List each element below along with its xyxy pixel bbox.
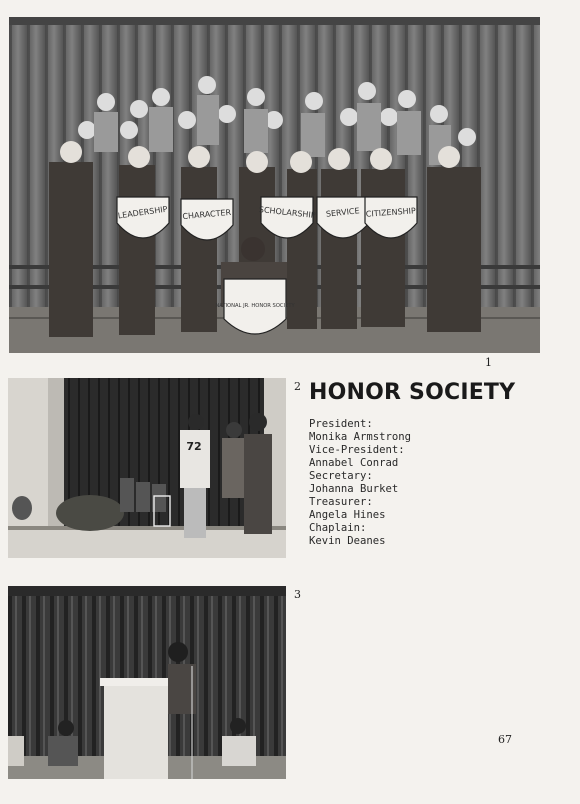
jersey-text: 72 (186, 440, 202, 453)
sign-text: CHARACTER (182, 207, 232, 222)
officer-name: Johanna Burket (309, 483, 399, 495)
photo-number: 2 (294, 380, 301, 393)
ceremony-photo (8, 378, 286, 558)
sign-text: SCHOLARSHIP (258, 205, 317, 220)
page-number: 67 (498, 733, 512, 746)
officer-name: Annabel Conrad (309, 457, 399, 469)
sign-text: SERVICE (325, 206, 360, 219)
speaker-photo (8, 586, 286, 779)
photo-number: 3 (294, 588, 301, 601)
page-title: HONOR SOCIETY (309, 380, 516, 405)
sign-text: CITIZENSHIP (365, 206, 417, 219)
officer-role: Chaplain: (309, 522, 367, 534)
photo-number: 1 (485, 356, 492, 369)
officer-list (309, 418, 411, 548)
officer-role: Vice-President: (309, 444, 405, 456)
group-photo (9, 17, 540, 353)
officer-role: Treasurer: (309, 496, 373, 508)
officer-name: Kevin Deanes (309, 535, 386, 547)
banner-text: NATIONAL JR. HONOR SOCIETY (215, 303, 295, 309)
officer-role: President: (309, 418, 373, 430)
officer-name: Angela Hines (309, 509, 386, 521)
sign-text: LEADERSHIP (117, 204, 169, 221)
officer-name: Monika Armstrong (309, 431, 412, 443)
officer-role: Secretary: (309, 470, 373, 482)
